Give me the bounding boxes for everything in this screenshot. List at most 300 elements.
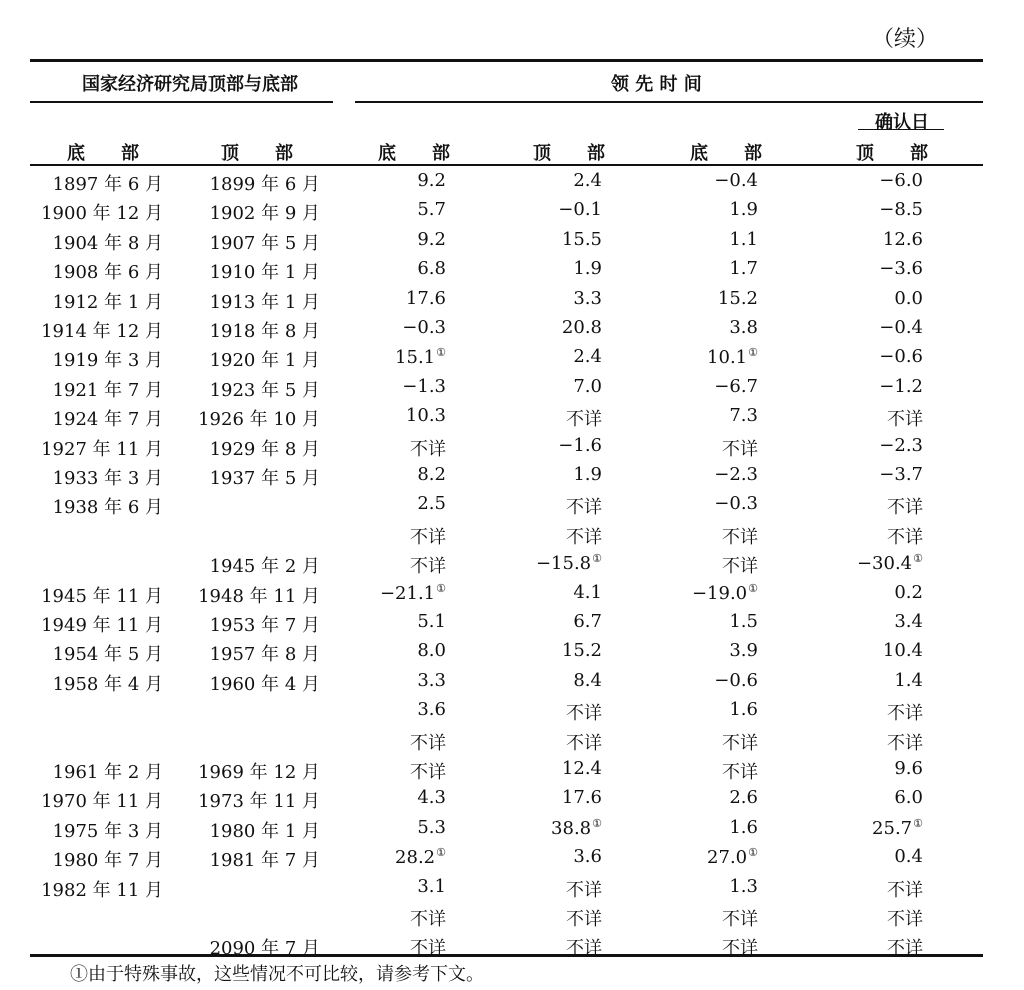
lead-value-text: −8.5 xyxy=(879,199,923,221)
lead-value-text: 1.6 xyxy=(729,699,758,721)
left-group-rule xyxy=(30,101,333,103)
lead-value-text: 不详 xyxy=(566,879,602,901)
peak-date: 1929 年 8 月 xyxy=(209,438,320,460)
lead-value-text: 1.3 xyxy=(729,875,758,897)
lead-value-text: 20.8 xyxy=(561,317,602,338)
lead-value xyxy=(707,346,758,368)
lead-value xyxy=(395,346,446,368)
lead-value-text: −2.3 xyxy=(714,464,758,485)
lead-value xyxy=(729,640,758,661)
lead-value-text: 1.4 xyxy=(894,669,923,691)
lead-value-text: −6.0 xyxy=(879,170,923,191)
lead-value-text: 0.4 xyxy=(894,846,923,868)
lead-value xyxy=(417,258,446,279)
table-row xyxy=(0,490,1024,519)
lead-value-text: 10.3 xyxy=(405,405,446,427)
footnote-marker: ① xyxy=(748,846,758,860)
lead-value-text: 5.7 xyxy=(417,199,446,221)
lead-value xyxy=(380,582,446,604)
lead-value xyxy=(729,817,758,838)
lead-value-text: 2.6 xyxy=(729,787,758,809)
lead-value xyxy=(566,405,602,431)
footnote-marker: ① xyxy=(913,816,923,830)
lead-value xyxy=(417,464,446,485)
lead-value-text: 不详 xyxy=(722,438,758,460)
trough-date: 1919 年 3 月 xyxy=(52,350,163,372)
confirm-date-header: 确认日 xyxy=(875,112,929,133)
lead-value xyxy=(879,346,923,367)
lead-value xyxy=(417,699,446,720)
lead-value-text: 17.6 xyxy=(561,787,602,809)
lead-value xyxy=(729,258,758,279)
lead-value-text: 10.4 xyxy=(882,640,923,662)
lead-value-text: 6.7 xyxy=(573,611,602,632)
lead-value-text: 不详 xyxy=(566,497,602,519)
lead-value xyxy=(573,670,602,691)
lead-value xyxy=(566,523,602,549)
lead-value-text: 不详 xyxy=(722,909,758,930)
lead-value xyxy=(722,729,758,755)
trough-date: 1908 年 6 月 xyxy=(52,262,163,284)
lead-value xyxy=(729,699,758,720)
lead-value xyxy=(562,229,602,250)
lead-value xyxy=(573,170,602,191)
lead-value-text: 2.5 xyxy=(417,493,446,515)
table-row xyxy=(0,843,1024,872)
table-row xyxy=(0,726,1024,755)
trough-date: 1914 年 12 月 xyxy=(41,321,163,342)
trough-date: 1980 年 7 月 xyxy=(52,850,163,872)
lead-value-text: 6.8 xyxy=(417,258,446,280)
lead-value xyxy=(417,787,446,808)
peak-date: 1980 年 1 月 xyxy=(209,820,320,842)
table-row xyxy=(0,608,1024,637)
lead-value xyxy=(887,523,923,549)
peak-date: 1948 年 11 月 xyxy=(198,585,320,607)
lead-value-text: 3.1 xyxy=(417,875,446,897)
header-bottom-rule xyxy=(30,164,983,166)
lead-value xyxy=(402,376,446,397)
table-row xyxy=(0,755,1024,784)
lead-value xyxy=(894,846,923,867)
trough-date: 1927 年 11 月 xyxy=(41,438,163,460)
peak-date: 1953 年 7 月 xyxy=(209,615,320,636)
lead-value-text: −0.6 xyxy=(879,346,923,368)
lead-value-text: 不详 xyxy=(722,732,758,754)
lead-value xyxy=(722,758,758,784)
peak-date: 1969 年 12 月 xyxy=(198,762,320,783)
lead-value-text: 不详 xyxy=(722,526,758,548)
trough-date: 1904 年 8 月 xyxy=(52,232,163,254)
lead-value-text: 1.6 xyxy=(729,816,758,838)
lead-value xyxy=(558,435,602,456)
footnote-marker: ① xyxy=(748,581,758,595)
lead-value xyxy=(410,934,446,960)
trough-date: 1958 年 4 月 xyxy=(52,673,163,695)
lead-value xyxy=(417,640,446,661)
lead-value xyxy=(562,758,602,779)
lead-value-text: 2.4 xyxy=(573,170,602,191)
lead-value xyxy=(872,817,923,839)
lead-value-text: 3.3 xyxy=(417,669,446,691)
lead-value xyxy=(879,199,923,220)
lead-value-text: 8.0 xyxy=(417,640,446,662)
lead-value-text: −3.6 xyxy=(879,258,923,280)
lead-value-text: −3.7 xyxy=(879,464,923,485)
peak-date: 1899 年 6 月 xyxy=(209,174,320,195)
lead-value-text: −1.3 xyxy=(402,375,446,397)
lead-value-text: 0.2 xyxy=(894,581,923,603)
lead-value xyxy=(573,582,602,603)
lead-value xyxy=(417,199,446,220)
lead-value-text: 不详 xyxy=(887,732,923,754)
trough-date: 1938 年 6 月 xyxy=(52,497,163,519)
lead-value xyxy=(722,934,758,960)
table-row xyxy=(0,343,1024,372)
table-row xyxy=(0,549,1024,578)
lead-value xyxy=(566,699,602,725)
lead-value-text: 15.2 xyxy=(717,287,758,309)
lead-value-text: 不详 xyxy=(410,938,446,960)
confirm-peak-header: 顶 部 xyxy=(856,143,928,164)
lead-value-text: 15.2 xyxy=(561,640,602,662)
lead-value xyxy=(879,464,923,485)
peak-date: 1902 年 9 月 xyxy=(209,203,320,225)
peak-date: 1918 年 8 月 xyxy=(209,321,320,342)
table-row xyxy=(0,784,1024,813)
table-row xyxy=(0,579,1024,608)
lead-value-text: −1.6 xyxy=(558,434,602,456)
left-group-header: 国家经济研究局顶部与底部 xyxy=(82,74,298,95)
table-row xyxy=(0,520,1024,549)
lead-value-text: 4.1 xyxy=(573,581,602,603)
lead-value-text: 3.6 xyxy=(573,846,602,868)
lead-value-text: 1.1 xyxy=(729,228,758,250)
lead-value xyxy=(417,876,446,897)
lead-value-text: 1.9 xyxy=(729,199,758,221)
lead-value xyxy=(406,405,446,426)
table-row xyxy=(0,461,1024,490)
lead-value-text: 不详 xyxy=(410,526,446,548)
table-row xyxy=(0,931,1024,960)
lead-value-text: 3.6 xyxy=(417,699,446,721)
lead-value-text: 不详 xyxy=(566,526,602,548)
lead-value xyxy=(536,552,602,574)
lead-value-text: 3.8 xyxy=(729,317,758,338)
peak-date: 1920 年 1 月 xyxy=(209,350,320,372)
lead-value-text: 0.0 xyxy=(894,287,923,309)
lead-value xyxy=(417,670,446,691)
lead-value-text: 15.1 xyxy=(395,347,436,369)
lead-value-text: 3.3 xyxy=(573,287,602,309)
lead-value xyxy=(894,758,923,779)
lead-value-text: −15.8 xyxy=(535,553,592,575)
lead-value-text: −1.2 xyxy=(879,375,923,397)
footnote-marker: ① xyxy=(748,346,758,360)
lead-value xyxy=(417,170,446,191)
lead-value-text: 1.9 xyxy=(573,464,602,485)
lead-value xyxy=(729,611,758,632)
lead-value xyxy=(887,405,923,431)
lead-value xyxy=(566,934,602,960)
table-row xyxy=(0,314,1024,343)
lead-value xyxy=(722,905,758,931)
lead-value-text: 1.5 xyxy=(729,611,758,632)
peak-date: 1945 年 2 月 xyxy=(209,556,320,578)
lead-value-text: 不详 xyxy=(566,703,602,725)
lead-value xyxy=(722,552,758,578)
lead-value-text: 7.3 xyxy=(729,405,758,427)
table-row xyxy=(0,285,1024,314)
lead-value xyxy=(406,288,446,309)
lead-value-text: −2.3 xyxy=(879,434,923,456)
right-group-header: 领 先 时 间 xyxy=(611,74,702,95)
lead-value xyxy=(887,699,923,725)
trough-date: 1924 年 7 月 xyxy=(52,409,163,431)
lead-value xyxy=(558,199,602,220)
lead-value xyxy=(417,229,446,250)
lead-value xyxy=(410,552,446,578)
lead-value xyxy=(714,376,758,397)
footnote-marker: ① xyxy=(436,346,446,360)
lead-value-text: 15.5 xyxy=(561,228,602,250)
table-row xyxy=(0,373,1024,402)
peak-date: 1913 年 1 月 xyxy=(209,291,320,313)
trough-date: 1954 年 5 月 xyxy=(52,644,163,666)
lead-value-text: −0.1 xyxy=(558,199,602,221)
lead-value-text: 不详 xyxy=(887,526,923,548)
peak-date: 1926 年 10 月 xyxy=(198,409,320,431)
continued-label: （续） xyxy=(871,27,938,52)
lead-value xyxy=(566,493,602,519)
lead-value xyxy=(729,876,758,897)
lead-value xyxy=(714,170,758,191)
lead-value xyxy=(883,229,923,250)
lead-value-text: 5.3 xyxy=(417,816,446,838)
lead-value-text: 9.6 xyxy=(894,758,923,779)
lead-value xyxy=(894,288,923,309)
lead-value-text: 不详 xyxy=(410,762,446,783)
lead-value-text: 1.9 xyxy=(573,258,602,280)
lead-value xyxy=(395,846,446,868)
lead-value xyxy=(894,787,923,808)
lead-value xyxy=(573,376,602,397)
lead-value-text: 3.4 xyxy=(894,611,923,632)
lead-value-text: 8.4 xyxy=(573,669,602,691)
peak-date: 1923 年 5 月 xyxy=(209,379,320,401)
footnote-marker: ① xyxy=(592,552,602,566)
peak-date: 1907 年 5 月 xyxy=(209,232,320,254)
table-row xyxy=(0,873,1024,902)
lead-value-text: 7.0 xyxy=(573,375,602,397)
lead-value-text: 8.2 xyxy=(417,464,446,485)
lead-value xyxy=(722,523,758,549)
lead-value-text: 不详 xyxy=(722,938,758,960)
lead-value xyxy=(729,405,758,426)
lead-value xyxy=(879,317,923,338)
trough-date: 1982 年 11 月 xyxy=(41,879,163,901)
lead-value-text: 9.2 xyxy=(417,170,446,191)
lead-value-text: 不详 xyxy=(566,938,602,960)
lead-value-text: 不详 xyxy=(722,556,758,578)
lead-value xyxy=(562,317,602,338)
lead-value xyxy=(562,787,602,808)
lead-value-text: 不详 xyxy=(566,909,602,930)
lead-value xyxy=(410,523,446,549)
lead-peak-header: 顶 部 xyxy=(533,143,605,164)
footnote-marker: ① xyxy=(436,846,446,860)
lead-value-text: 不详 xyxy=(887,938,923,960)
lead-value xyxy=(573,611,602,632)
footnote: ①由于特殊事故，这些情况不可比较，请参考下文。 xyxy=(70,964,484,985)
trough-date: 1970 年 11 月 xyxy=(41,791,163,813)
lead-value-text: −21.1 xyxy=(379,582,436,604)
lead-trough-header: 底 部 xyxy=(378,143,450,164)
col-peak-header: 顶 部 xyxy=(221,143,293,164)
lead-value-text: 不详 xyxy=(410,556,446,578)
lead-value xyxy=(566,905,602,931)
top-rule xyxy=(30,59,983,62)
lead-value-text: 不详 xyxy=(566,409,602,431)
lead-value-text: 不详 xyxy=(410,909,446,930)
lead-value-text: −0.3 xyxy=(714,493,758,515)
table-row xyxy=(0,432,1024,461)
trough-date: 1945 年 11 月 xyxy=(41,585,163,607)
lead-value xyxy=(894,582,923,603)
peak-date: 1973 年 11 月 xyxy=(198,791,320,813)
peak-date: 1960 年 4 月 xyxy=(209,673,320,695)
lead-value xyxy=(887,729,923,755)
lead-value xyxy=(883,640,923,661)
trough-date: 1949 年 11 月 xyxy=(41,615,163,636)
lead-value xyxy=(714,464,758,485)
lead-value-text: 25.7 xyxy=(872,817,913,839)
lead-value xyxy=(566,876,602,902)
lead-value-text: 27.0 xyxy=(707,847,748,869)
lead-value-text: 28.2 xyxy=(395,847,436,869)
lead-value-text: −0.6 xyxy=(714,669,758,691)
peak-date: 1981 年 7 月 xyxy=(209,850,320,872)
table-row xyxy=(0,226,1024,255)
lead-value xyxy=(573,288,602,309)
lead-value xyxy=(729,199,758,220)
lead-value xyxy=(894,611,923,632)
lead-value xyxy=(714,493,758,514)
lead-value-text: 不详 xyxy=(722,762,758,783)
lead-value xyxy=(887,493,923,519)
footnote-marker: ① xyxy=(913,552,923,566)
lead-value xyxy=(707,846,758,868)
lead-value xyxy=(410,729,446,755)
lead-value xyxy=(566,729,602,755)
lead-value-text: 4.3 xyxy=(417,787,446,809)
table-row xyxy=(0,814,1024,843)
table-row xyxy=(0,696,1024,725)
lead-value-text: 不详 xyxy=(410,732,446,754)
table-row xyxy=(0,196,1024,225)
table-row xyxy=(0,902,1024,931)
lead-value-text: 不详 xyxy=(410,438,446,460)
lead-value xyxy=(410,435,446,461)
trough-date: 1912 年 1 月 xyxy=(52,291,163,313)
lead-value xyxy=(417,817,446,838)
lead-value-text: 2.4 xyxy=(573,346,602,368)
table-row xyxy=(0,402,1024,431)
peak-date: 2090 年 7 月 xyxy=(209,938,320,960)
peak-date: 1910 年 1 月 xyxy=(209,262,320,284)
trough-date: 1961 年 2 月 xyxy=(52,762,163,783)
lead-value xyxy=(729,229,758,250)
trough-date: 1900 年 12 月 xyxy=(41,203,163,225)
lead-value xyxy=(887,905,923,931)
lead-value-text: 1.7 xyxy=(729,258,758,280)
lead-value xyxy=(879,170,923,191)
lead-value xyxy=(417,493,446,514)
footnote-marker: ① xyxy=(592,816,602,830)
lead-value-text: 10.1 xyxy=(707,347,748,369)
lead-value-text: 5.1 xyxy=(417,611,446,632)
lead-value xyxy=(879,376,923,397)
lead-value xyxy=(879,435,923,456)
lead-value-text: 不详 xyxy=(566,732,602,754)
lead-value-text: −0.4 xyxy=(879,317,923,338)
lead-value-text: 9.2 xyxy=(417,228,446,250)
trough-date: 1933 年 3 月 xyxy=(52,468,163,489)
lead-value-text: 不详 xyxy=(887,909,923,930)
footnote-marker: ① xyxy=(436,581,446,595)
right-group-rule xyxy=(355,101,983,103)
lead-value xyxy=(692,582,758,604)
lead-value xyxy=(402,317,446,338)
lead-value xyxy=(879,258,923,279)
lead-value xyxy=(573,846,602,867)
lead-value xyxy=(722,435,758,461)
peak-date: 1937 年 5 月 xyxy=(209,468,320,489)
peak-date: 1957 年 8 月 xyxy=(209,644,320,666)
lead-value xyxy=(562,640,602,661)
lead-value-text: 12.6 xyxy=(882,228,923,250)
col-trough-header: 底 部 xyxy=(67,143,139,164)
lead-value-text: 3.9 xyxy=(729,640,758,662)
lead-value xyxy=(410,758,446,784)
table-row xyxy=(0,167,1024,196)
lead-value-text: −6.7 xyxy=(714,375,758,397)
lead-value-text: 17.6 xyxy=(405,287,446,309)
lead-value-text: 38.8 xyxy=(551,817,592,839)
table-row xyxy=(0,667,1024,696)
lead-value xyxy=(573,258,602,279)
table-row xyxy=(0,255,1024,284)
lead-value-text: 12.4 xyxy=(561,758,602,779)
lead-value-text: 不详 xyxy=(887,497,923,519)
lead-value-text: 6.0 xyxy=(894,787,923,809)
trough-date: 1897 年 6 月 xyxy=(52,174,163,195)
lead-value-text: −19.0 xyxy=(691,582,748,604)
lead-value-text: −30.4 xyxy=(856,553,913,575)
lead-value xyxy=(718,288,758,309)
lead-value-text: 不详 xyxy=(887,409,923,431)
lead-value xyxy=(887,934,923,960)
lead-value xyxy=(857,552,923,574)
lead-value-text: 不详 xyxy=(887,703,923,725)
lead-value-text: −0.3 xyxy=(402,317,446,338)
lead-value xyxy=(714,670,758,691)
lead-trough-header-2: 底 部 xyxy=(690,143,762,164)
lead-value xyxy=(417,611,446,632)
lead-value xyxy=(573,464,602,485)
lead-value xyxy=(410,905,446,931)
lead-value xyxy=(729,787,758,808)
